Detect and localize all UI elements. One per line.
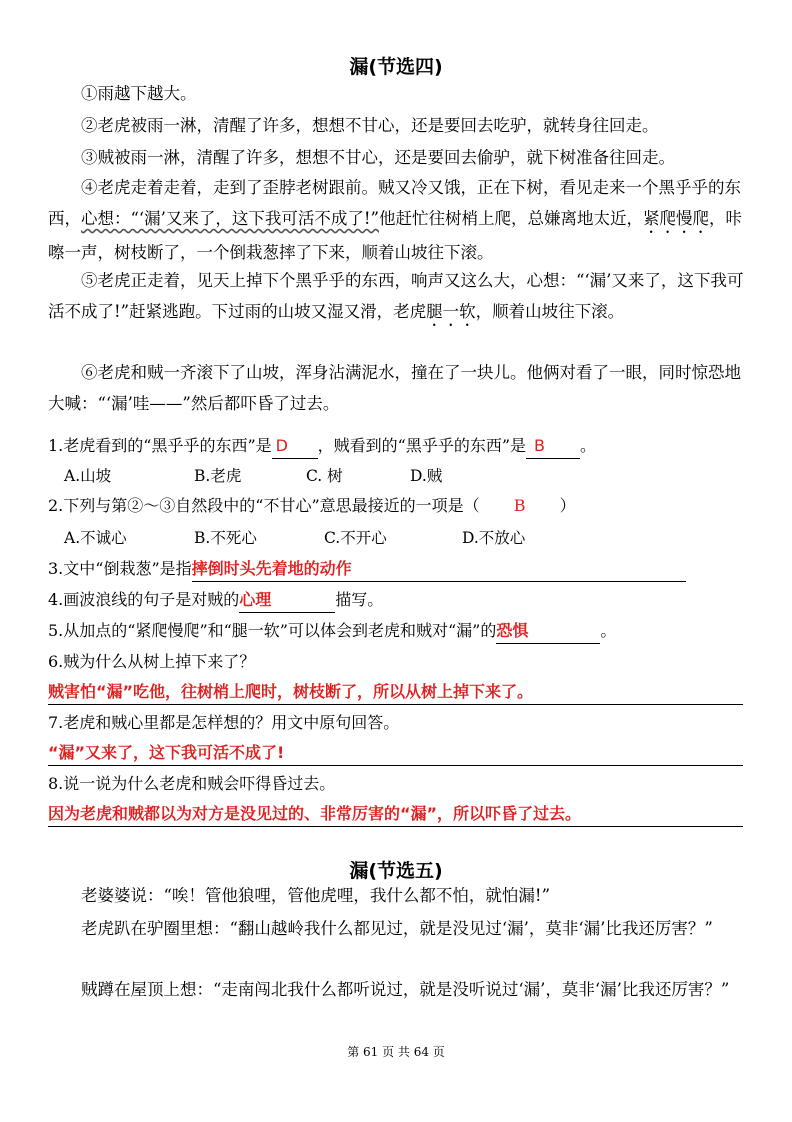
answer: B <box>534 436 545 455</box>
answer: 因为老虎和贼都以为对方是没见过的、非常厉害的“漏”，所以吓昏了过去。 <box>48 804 582 823</box>
answer: “漏”又来了，这下我可活不成了! <box>48 743 285 762</box>
option: A.山坡 <box>64 467 112 485</box>
answer: 摔倒时头先着地的动作 <box>191 559 352 578</box>
option: B.老虎 <box>194 467 242 485</box>
paragraph-2: 老虎趴在驴圈里想：“翻山越岭我什么都见过，就是没见过‘漏’，莫非‘漏’比我还厉害？” <box>81 919 713 938</box>
answer-line <box>48 741 743 766</box>
question-7: 7.老虎和贼心里都是怎样想的？用文中原句回答。 <box>48 713 400 732</box>
page-footer: 第 61 页 共 64 页 <box>347 1045 445 1059</box>
question-3: 3.文中“倒栽葱”是指摔倒时头先着地的动作 <box>48 557 686 582</box>
answer: 心理 <box>239 590 272 609</box>
paragraph-3: ③贼被雨一淋，清醒了许多，想想不甘心，还是要回去偷驴，就下树准备往回走。 <box>81 148 675 167</box>
paragraph-2: ②老虎被雨一淋，清醒了许多，想想不甘心，还是要回去吃驴，就转身往回走。 <box>81 116 659 135</box>
option: C. 树 <box>306 467 343 485</box>
question-8: 8.说一说为什么老虎和贼会吓得昏过去。 <box>48 774 336 793</box>
section-title: 漏(节选五) <box>349 860 443 882</box>
question-2: 2.下列与第②～③自然段中的“不甘心”意思最接近的一项是（ B ） <box>48 494 576 518</box>
paragraph-4: ④老虎走着走着，走到了歪脖老树跟前。贼又冷又饿，正在下树，看见走来一个黑乎乎的东西，心想：“‘漏’又来了，这下我可活不成了!”他赶忙往树梢上爬，总嫌离地太近，紧爬慢爬，咔嚓一声，树枝断了，一个倒栽葱摔了下来，顺着山坡往下滚。 <box>48 178 742 262</box>
section-title: 漏(节选四) <box>349 56 443 78</box>
paragraph-3: 贼蹲在屋顶上想：“走南闯北我什么都听说过，就是没听说过‘漏’，莫非‘漏’比我还厉害？” <box>81 980 730 999</box>
question-6: 6.贼为什么从树上掉下来了？ <box>48 652 256 671</box>
answer-line <box>48 802 743 827</box>
dotted-phrase: 腿一软 <box>426 302 476 321</box>
option: D.不放心 <box>462 529 526 547</box>
paragraph-1: ①雨越下越大。 <box>81 84 197 103</box>
answer-line <box>48 680 743 705</box>
option: A.不诚心 <box>64 529 127 547</box>
answer: B <box>513 496 526 515</box>
answer: D <box>275 436 288 455</box>
option: C.不开心 <box>324 529 387 547</box>
dotted-phrase: 紧爬慢爬 <box>643 209 709 228</box>
paragraph-1: 老婆婆说：“唉！管他狼哩，管他虎哩，我什么都不怕，就怕漏!” <box>81 886 551 905</box>
option: B.不死心 <box>194 529 257 547</box>
wavy-sentence: 心想：“‘漏’又来了，这下我可活不成了!” <box>81 209 379 228</box>
question-1: 1.老虎看到的“黑乎乎的东西”是 D ，贼看到的“黑乎乎的东西”是 B 。 <box>48 434 596 459</box>
answer: 贼害怕“漏”吃他，往树梢上爬时，树枝断了，所以从树上掉下来了。 <box>48 682 534 701</box>
question-4: 4.画波浪线的句子是对贼的心理 描写。 <box>48 588 383 613</box>
paragraph-6: ⑥老虎和贼一齐滚下了山坡，浑身沾满泥水，撞在了一块儿。他俩对看了一眼，同时惊恐地大喊：“‘漏’哇——”然后都吓昏了过去。 <box>48 363 741 413</box>
option: D.贼 <box>410 467 443 485</box>
question-5: 5.从加点的“紧爬慢爬”和“腿一软”可以体会到老虎和贼对“漏”的恐惧 。 <box>48 619 616 644</box>
paragraph-5: ⑤老虎正走着，见天上掉下个黑乎乎的东西，响声又这么大，心想：“‘漏’又来了，这下我可活不成了!”赶紧逃跑。下过雨的山坡又湿又滑，老虎腿一软，顺着山坡往下滚。 <box>48 271 744 321</box>
answer: 恐惧 <box>496 621 529 640</box>
